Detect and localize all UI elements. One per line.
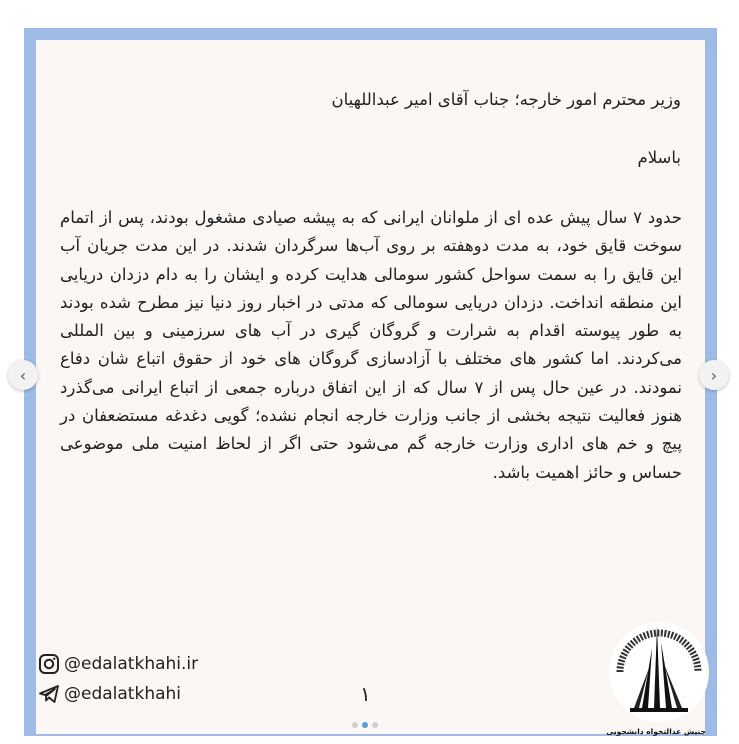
carousel-dot[interactable] (372, 722, 378, 728)
telegram-icon (38, 683, 60, 705)
instagram-handle: @edalatkhahi.ir (64, 654, 199, 674)
telegram-link[interactable] (38, 683, 181, 705)
telegram-handle: @edalatkhahi (64, 684, 182, 704)
chevron-right-icon: › (710, 365, 718, 385)
carousel-dot[interactable] (352, 722, 358, 728)
carousel-next-button[interactable] (699, 360, 729, 390)
chevron-left-icon: ‹ (19, 365, 27, 385)
letter-salutation: وزیر محترم امور خارجه؛ جناب آقای امیر عبداللهیان (331, 90, 681, 109)
carousel-indicators (352, 722, 378, 728)
instagram-link[interactable] (38, 653, 198, 675)
page-number: ۱ (360, 682, 371, 706)
instagram-icon (38, 653, 60, 675)
letter-greeting: باسلام (637, 148, 681, 167)
letter-body: حدود ۷ سال پیش عده ای از ملوانان ایرانی که به پیشه صیادی مشغول بودند، پس از اتمام سوخت قایق خود، به مدت دوهفته بر روی آب‌ها سرگردان شدند. در این مدت جریان آب این قایق را به سمت سواحل کشور سومالی هدایت کرده و ایشان را به دام دزدان دریایی این منطقه انداخت. دزدان دریایی سومالی که مدتی در اخبار روز دنیا نیز مطرح شده بودند به طور پیوسته اقدام به شرارت و گروگان گیری در آب های سرزمینی و بین المللی می‌کردند. اما کشور های مختلف با آزادسازی گروگان های خود از حقوق اتباع شان دفاع نمودند. در عین حال پس از ۷ سال که از این اتفاق درباره جمعی از اتباع ایرانی می‌گذرد هنوز فعالیت نتیجه بخشی از جانب وزارت خارجه انجام نشده؛ گویی دغدغه مستضعفان در پیچ و خم های اداری وزارت خارجه گم می‌شود حتی اگر از لحاظ امنیت ملی موضوعی حساس و حائز اهمیت باشد. (60, 208, 682, 482)
carousel-prev-button[interactable] (8, 360, 38, 390)
movement-logo (600, 612, 718, 740)
carousel-dot-active[interactable] (362, 722, 368, 728)
logo-caption: جنبش عدالتخواه دانشجویی (606, 727, 706, 736)
